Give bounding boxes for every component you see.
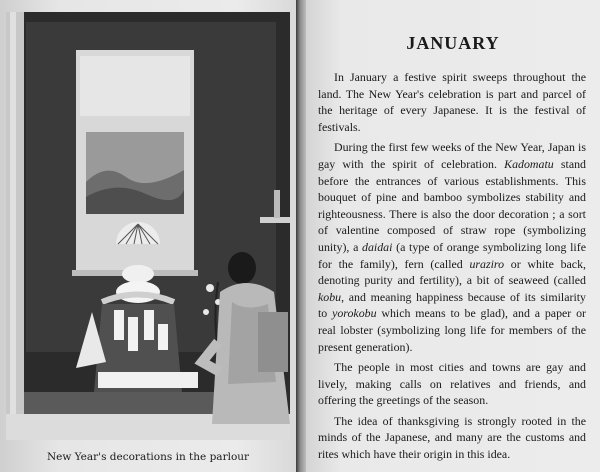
paragraph-2-text: During the first few weeks of the New Year, Japan is gay with the spirit of celebration.	[318, 140, 586, 171]
paragraph-4: The idea of thanksgiving is strongly rooted in the minds of the Japanese, and many are the customs and rites which have their origin in this idea.	[318, 413, 586, 462]
term-kadomatu: Kadomatu	[504, 156, 554, 171]
book-gutter	[296, 0, 306, 472]
paragraph-1: In January a festive spirit sweeps throughout the land. The New Year's celebration is part and parcel of the heritage of every Japanese. It is the festival of festivals.	[318, 70, 586, 134]
photo-illustration	[6, 12, 290, 440]
term-daidai: daidai	[362, 239, 393, 254]
alcove-floor	[24, 392, 224, 414]
term-kobu: kobu	[318, 289, 342, 304]
paragraph-2-text: stand before the entrances of various establishments. This bouquet of pine and bamboo symbolizes stability and righteousness. There is also the door decoration ; a sort of valentine composed of straw rope (symbolizing unity), a	[318, 156, 586, 254]
body-text	[318, 69, 586, 467]
paragraph-2-text: or white back, denoting purity and fertility), a bit of seaweed (called	[318, 256, 586, 288]
paragraph-2-text: (a type of orange symbolizing long life for the family), fern (called	[318, 239, 586, 271]
photograph	[6, 12, 290, 440]
term-yorokobu: yorokobu	[332, 306, 377, 321]
term-uraziro: uraziro	[469, 256, 505, 271]
left-page	[0, 0, 296, 472]
page-title: JANUARY	[406, 33, 500, 53]
paragraph-3: The people in most cities and towns are gay and lively, making calls on relatives and friends, and offering the greetings of the season.	[318, 360, 586, 408]
photo-caption: New Year's decorations in the parlour	[46, 451, 250, 463]
right-page	[306, 0, 600, 472]
paragraph-2	[318, 139, 586, 355]
paragraph-2-text: which means to be glad), and a paper or real lobster (symbolizing long life for members of the present generation).	[318, 306, 586, 354]
paragraph-2-text: , and meaning happiness because of its similarity to	[318, 289, 586, 321]
